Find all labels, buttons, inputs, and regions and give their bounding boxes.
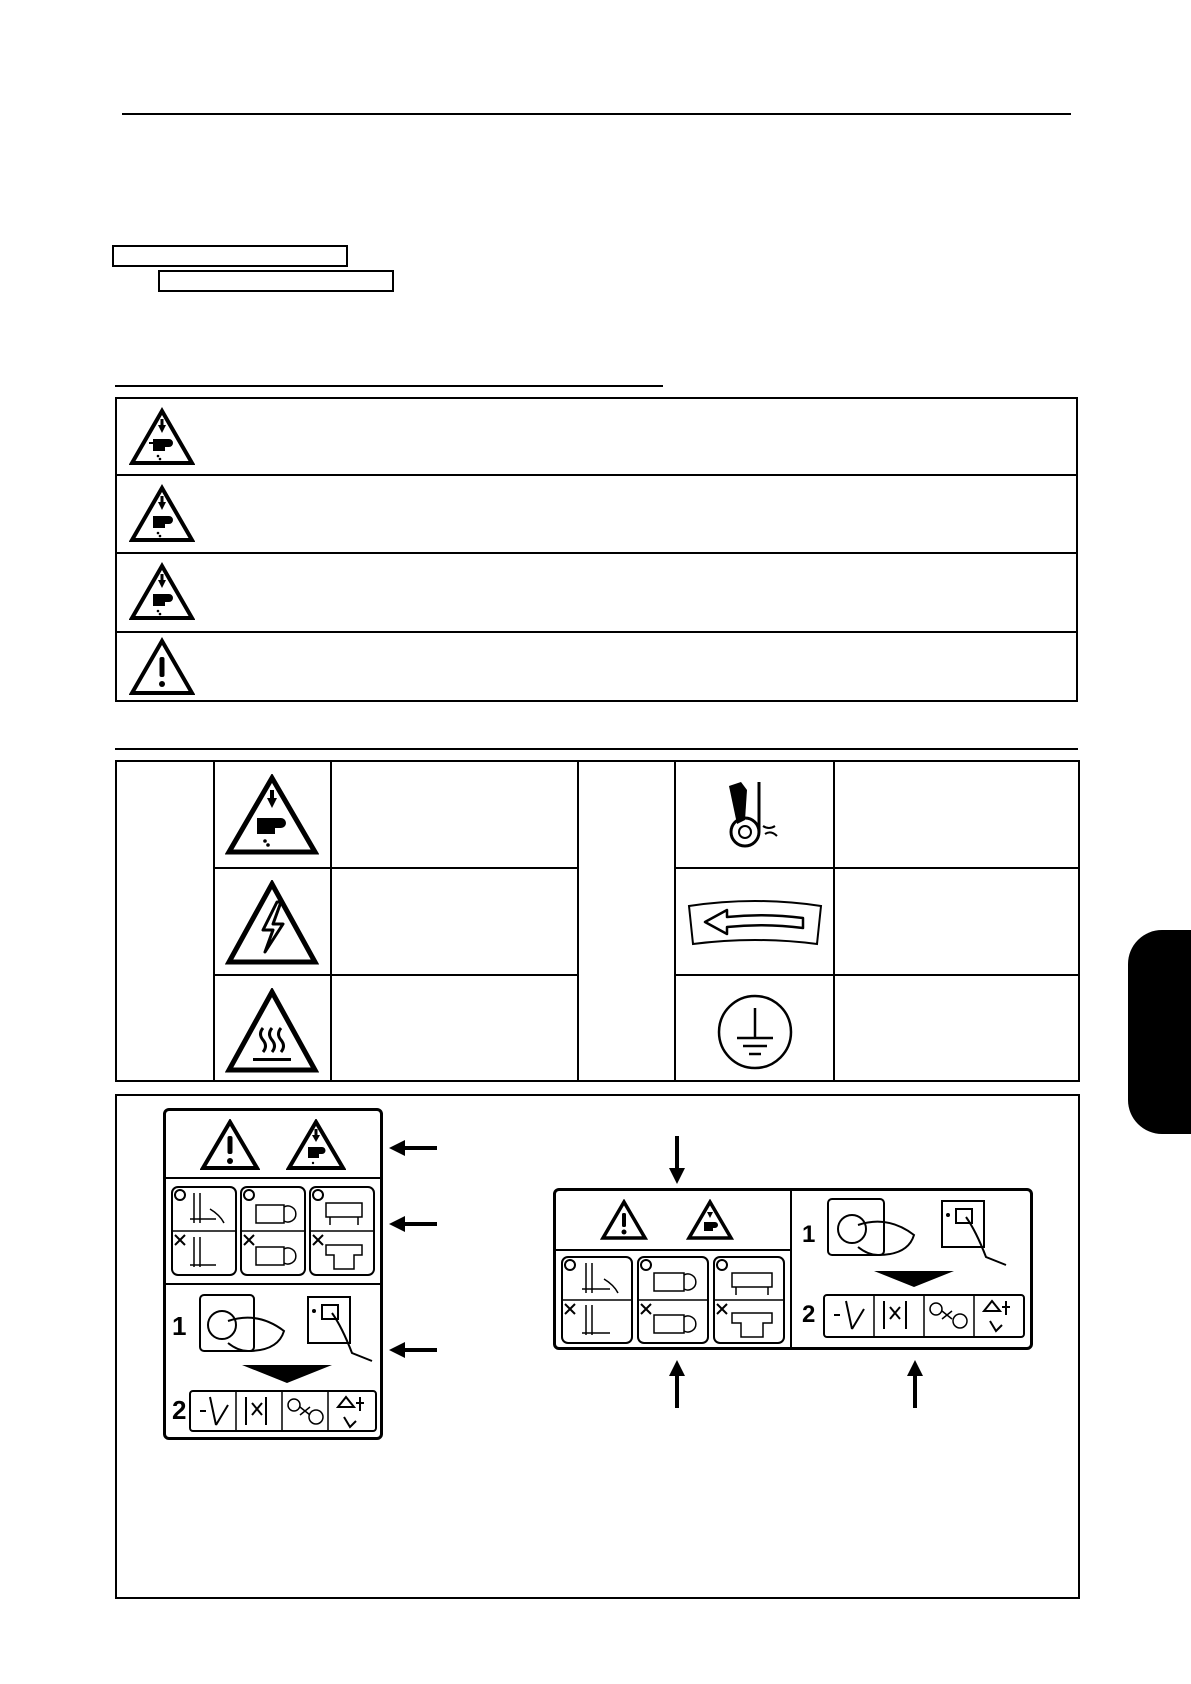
symbol-table <box>115 760 1080 1082</box>
table-row-divider <box>117 474 1076 476</box>
section-rule-1 <box>115 385 663 387</box>
callout-arrow-up <box>667 1358 687 1408</box>
hand-crush-warning-icon <box>225 774 319 856</box>
step-2-label: 2 <box>172 1395 187 1425</box>
callout-arrow-up <box>905 1358 925 1408</box>
maintenance-pictogram-strip <box>188 1389 378 1433</box>
electric-shock-warning-icon <box>225 880 319 966</box>
table-row-divider <box>674 974 1078 976</box>
hand-crush-warning-icon <box>129 484 195 544</box>
vertical-warning-label <box>163 1108 383 1440</box>
table-row-divider <box>213 974 579 976</box>
table-row-divider <box>674 867 1078 869</box>
table-col-divider <box>330 762 332 1080</box>
callout-arrow-left <box>389 1138 439 1158</box>
do-dont-pictogram-grid <box>170 1185 376 1277</box>
down-arrow-triangle <box>874 1271 954 1289</box>
down-arrow-triangle <box>242 1365 332 1385</box>
table-col-divider <box>833 762 835 1080</box>
hand-crush-warning-icon <box>286 1119 346 1171</box>
table-row-divider <box>117 631 1076 633</box>
table-col-divider <box>674 762 676 1080</box>
rotation-direction-arrow-icon <box>685 892 825 952</box>
label-divider <box>166 1283 380 1285</box>
exclamation-warning-icon <box>200 1119 260 1171</box>
reference-box-2[interactable] <box>158 270 394 292</box>
callout-arrow-left <box>389 1340 439 1360</box>
top-rule <box>122 113 1071 115</box>
exclamation-warning-icon <box>129 637 195 697</box>
do-dont-pictogram-grid <box>560 1255 786 1345</box>
exclamation-warning-icon <box>600 1199 648 1241</box>
table-row-divider <box>117 552 1076 554</box>
label-divider <box>556 1249 790 1251</box>
hot-surface-warning-icon <box>225 988 319 1074</box>
step-1-label: 1 <box>802 1221 816 1248</box>
maintenance-pictogram-strip <box>822 1293 1026 1339</box>
callout-arrow-down <box>667 1136 687 1186</box>
chapter-side-tab <box>1128 930 1191 1134</box>
step-2-label: 2 <box>802 1301 816 1328</box>
belt-entanglement-icon <box>717 776 797 856</box>
section-rule-2 <box>115 748 1078 750</box>
power-switch-off-pictogram <box>198 1291 378 1371</box>
step-1-label: 1 <box>172 1311 187 1341</box>
hand-crush-warning-icon <box>129 407 195 467</box>
table-row-divider <box>213 867 579 869</box>
warning-label-figure <box>115 1094 1080 1599</box>
horizontal-warning-label <box>553 1188 1033 1350</box>
table-col-divider <box>577 762 579 1080</box>
label-divider <box>790 1191 792 1347</box>
callout-arrow-left <box>389 1214 439 1234</box>
label-divider <box>166 1177 380 1179</box>
protective-earth-icon <box>715 992 795 1072</box>
power-switch-off-pictogram <box>826 1195 1016 1271</box>
reference-box-1[interactable] <box>112 245 348 267</box>
table-col-divider <box>213 762 215 1080</box>
hand-crush-warning-icon <box>129 562 195 622</box>
hand-crush-warning-icon <box>686 1199 734 1241</box>
safety-warning-table <box>115 397 1078 702</box>
